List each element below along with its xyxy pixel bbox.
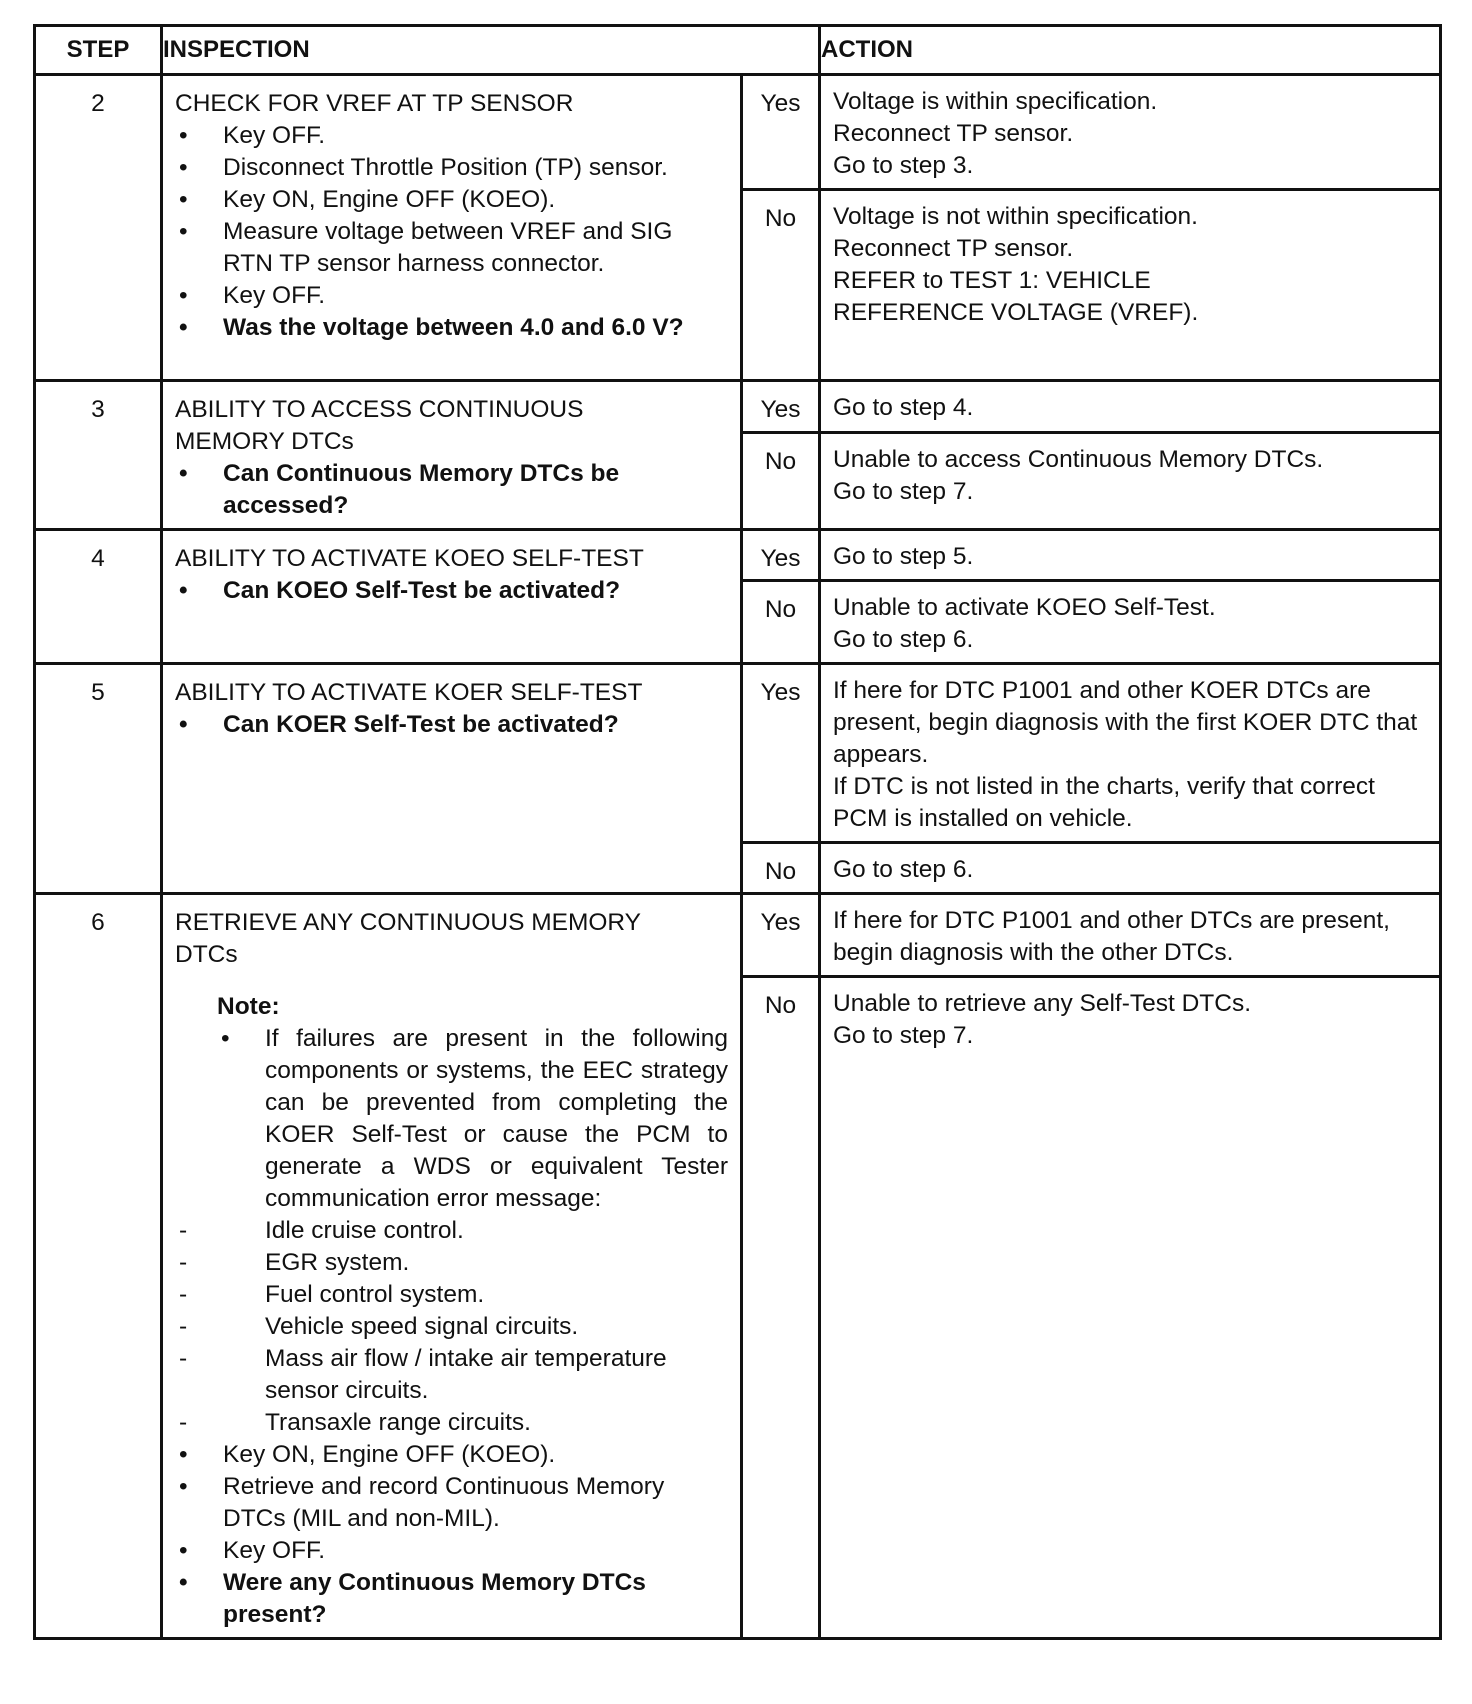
note-text: • If failures are present in the following components or systems, the EEC strategy can be prevented from completing the KOER Self-Test or cause the PCM to generate a WDS or equivalent Tester communication error message: — [217, 1023, 728, 1215]
header-inspection: INSPECTION — [162, 26, 820, 75]
list-item: • Key OFF. — [175, 120, 728, 152]
yes-label: Yes — [742, 530, 820, 581]
action-line: Go to step 6. — [833, 856, 974, 883]
step-number: 6 — [35, 894, 162, 1639]
yes-label: Yes — [742, 894, 820, 977]
inspection-list — [175, 575, 728, 607]
step-5-yes-row — [35, 664, 1441, 843]
list-item: • Key OFF. — [175, 280, 728, 312]
step-2-inspection — [162, 75, 742, 381]
note-box — [175, 991, 728, 1215]
action-line: Unable to access Continuous Memory DTCs. — [833, 446, 1324, 474]
header-step: STEP — [35, 26, 162, 75]
inspection-list — [175, 709, 728, 741]
header-row — [35, 26, 1441, 75]
step-title: RETRIEVE ANY CONTINUOUS MEMORY DTCs — [175, 909, 641, 968]
list-item: • Key ON, Engine OFF (KOEO). — [175, 184, 728, 216]
no-action — [820, 433, 1441, 530]
no-action — [820, 190, 1441, 381]
action-line: REFER to TEST 1: VEHICLE REFERENCE VOLTAGE (VREF). — [833, 267, 1199, 326]
inspection-list — [175, 1439, 728, 1631]
step-6-inspection — [162, 894, 742, 1639]
step-2-yes-row — [35, 75, 1441, 190]
question-item: • Was the voltage between 4.0 and 6.0 V? — [175, 312, 728, 344]
question-item: • Can Continuous Memory DTCs be accessed? — [175, 458, 728, 522]
yes-action — [820, 664, 1441, 843]
no-action — [820, 581, 1441, 664]
action-line: Go to step 3. — [833, 152, 974, 179]
list-item: - Idle cruise control. — [175, 1215, 728, 1247]
step-4-inspection — [162, 530, 742, 664]
no-label: No — [742, 433, 820, 530]
action-line: If DTC is not listed in the charts, verify that correct PCM is installed on vehicle. — [833, 773, 1375, 832]
list-item: • Key ON, Engine OFF (KOEO). — [175, 1439, 728, 1471]
action-line: Go to step 7. — [833, 1022, 974, 1049]
yes-label: Yes — [742, 664, 820, 843]
action-line: Go to step 5. — [833, 543, 974, 570]
step-number: 5 — [35, 664, 162, 894]
step-number: 4 — [35, 530, 162, 664]
no-label: No — [742, 843, 820, 894]
step-3-yes-row — [35, 381, 1441, 433]
question-item: • Can KOER Self-Test be activated? — [175, 709, 728, 741]
yes-label: Yes — [742, 381, 820, 433]
action-line: If here for DTC P1001 and other DTCs are present, begin diagnosis with the other DTCs. — [833, 907, 1390, 966]
inspection-list — [175, 458, 728, 522]
action-line: Voltage is within specification. — [833, 88, 1158, 115]
action-line: Unable to retrieve any Self-Test DTCs. — [833, 990, 1252, 1017]
step-number: 3 — [35, 381, 162, 530]
diagnostic-table — [33, 24, 1442, 1640]
no-label: No — [742, 190, 820, 381]
yes-action — [820, 75, 1441, 190]
yes-action — [820, 530, 1441, 581]
step-title: CHECK FOR VREF AT TP SENSOR — [175, 90, 574, 117]
step-5-inspection — [162, 664, 742, 894]
list-item: • Key OFF. — [175, 1535, 728, 1567]
step-4-yes-row — [35, 530, 1441, 581]
no-action — [820, 977, 1441, 1639]
step-6-yes-row — [35, 894, 1441, 977]
action-line: Reconnect TP sensor. — [833, 120, 1074, 147]
action-line: Go to step 4. — [833, 394, 974, 421]
step-3-inspection — [162, 381, 742, 530]
action-line: Voltage is not within specification. — [833, 203, 1198, 230]
step-title: ABILITY TO ACCESS CONTINUOUS MEMORY DTCs — [175, 396, 584, 455]
list-item: - Mass air flow / intake air temperature sensor circuits. — [175, 1343, 728, 1407]
yes-action — [820, 894, 1441, 977]
step-number: 2 — [35, 75, 162, 381]
list-item: • Retrieve and record Continuous Memory DTCs (MIL and non-MIL). — [175, 1471, 728, 1535]
no-label: No — [742, 581, 820, 664]
inspection-list — [175, 120, 728, 344]
action-line: Unable to activate KOEO Self-Test. — [833, 594, 1216, 621]
question-item: • Were any Continuous Memory DTCs present? — [175, 1567, 728, 1631]
list-item: • Disconnect Throttle Position (TP) sensor. — [175, 152, 728, 184]
step-title: ABILITY TO ACTIVATE KOEO SELF-TEST — [175, 545, 644, 572]
list-item: • Measure voltage between VREF and SIG RTN TP sensor harness connector. — [175, 216, 728, 280]
yes-action — [820, 381, 1441, 433]
list-item: - Vehicle speed signal circuits. — [175, 1311, 728, 1343]
action-line: Go to step 7. — [833, 478, 974, 506]
no-action — [820, 843, 1441, 894]
list-item: - Transaxle range circuits. — [175, 1407, 728, 1439]
note-list — [175, 1215, 728, 1439]
action-line: Go to step 6. — [833, 626, 974, 653]
action-line: Reconnect TP sensor. — [833, 235, 1074, 262]
header-action: ACTION — [820, 26, 1441, 75]
no-label: No — [742, 977, 820, 1639]
yes-label: Yes — [742, 75, 820, 190]
list-item: - EGR system. — [175, 1247, 728, 1279]
question-item: • Can KOEO Self-Test be activated? — [175, 575, 728, 607]
note-label: Note: — [217, 993, 280, 1020]
action-line: If here for DTC P1001 and other KOER DTCs are present, begin diagnosis with the first KOER DTC that appears. — [833, 677, 1418, 768]
step-title: ABILITY TO ACTIVATE KOER SELF-TEST — [175, 679, 643, 706]
list-item: - Fuel control system. — [175, 1279, 728, 1311]
